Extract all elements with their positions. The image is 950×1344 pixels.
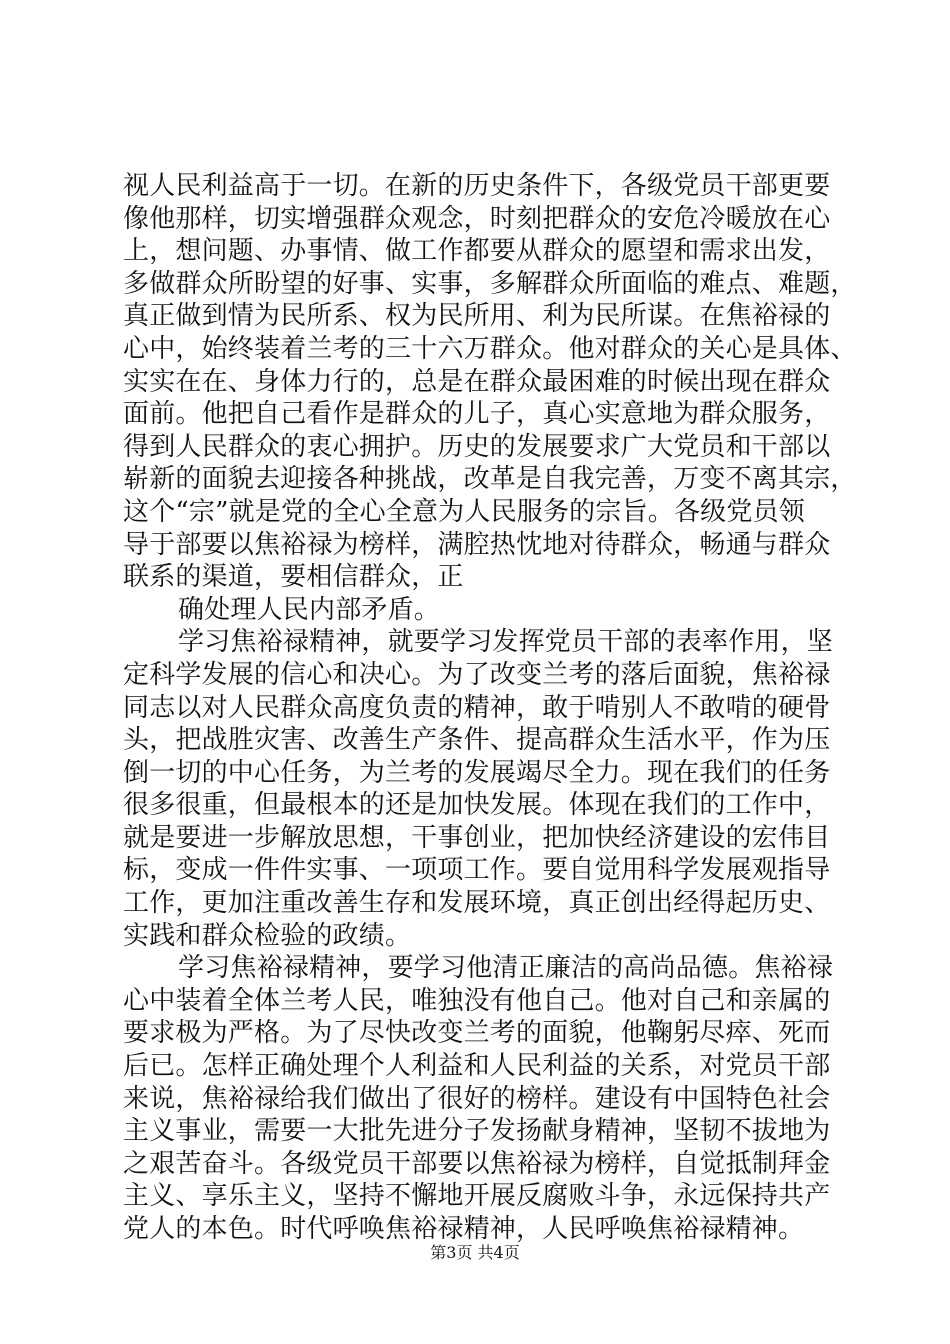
- text-line: 同志以对人民群众高度负责的精神，敢于啃别人不敢啃的硬骨: [123, 692, 831, 723]
- text-line: 很多很重，但最根本的还是加快发展。体现在我们的工作中，: [123, 790, 831, 821]
- text-line: 要求极为严格。为了尽快改变兰考的面貌，他鞠躬尽瘁、死而: [123, 1018, 831, 1049]
- document-body: [123, 170, 857, 1246]
- text-line: 头，把战胜灾害、改善生产条件、提高群众生活水平，作为压: [123, 725, 831, 756]
- text-line: 后已。怎样正确处理个人利益和人民利益的关系，对党员干部: [123, 1051, 831, 1082]
- text-line: 这个“宗”就是党的全心全意为人民服务的宗旨。各级党员领: [123, 496, 805, 527]
- text-line: 就是要进一步解放思想，干事创业，把加快经济建设的宏伟目: [123, 822, 831, 853]
- text-line: 之艰苦奋斗。各级党员干部要以焦裕禄为榜样，自觉抵制拜金: [123, 1148, 831, 1179]
- text-line: 像他那样，切实增强群众观念，时刻把群众的安危冷暖放在心: [123, 203, 831, 234]
- text-line: 实实在在、身体力行的，总是在群众最困难的时候出现在群众: [123, 366, 831, 397]
- text-line: 实践和群众检验的政绩。: [123, 920, 412, 951]
- text-line: 面前。他把自己看作是群众的儿子，真心实意地为群众服务，: [123, 399, 831, 430]
- text-line: 确处理人民内部矛盾。: [178, 594, 441, 625]
- text-line: 倒一切的中心任务，为兰考的发展竭尽全力。现在我们的任务: [123, 757, 831, 788]
- text-line: 多做群众所盼望的好事、实事，多解群众所面临的难点、难题，: [123, 268, 857, 299]
- text-line: 心中，始终装着兰考的三十六万群众。他对群众的关心是具体、: [123, 333, 857, 364]
- text-line: 视人民利益高于一切。在新的历史条件下，各级党员干部更要: [123, 171, 831, 201]
- page-footer: 第3页 共4页: [430, 1243, 520, 1262]
- text-line: 学习焦裕禄精神，要学习他清正廉洁的高尚品德。焦裕禄: [178, 953, 834, 984]
- text-line: 联系的渠道，要相信群众，正: [123, 562, 464, 593]
- text-line: 上，想问题、办事情、做工作都要从群众的愿望和需求出发，: [123, 236, 831, 267]
- text-line: 主义、享乐主义，坚持不懈地开展反腐败斗争，永远保持共产: [123, 1181, 831, 1212]
- text-line: 来说，焦裕禄给我们做出了很好的榜样。建设有中国特色社会: [123, 1083, 831, 1114]
- text-line: 心中装着全体兰考人民，唯独没有他自己。他对自己和亲属的: [123, 985, 831, 1016]
- text-line: 标，变成一件件实事、一项项工作。要自觉用科学发展观指导: [123, 855, 831, 886]
- text-line: 学习焦裕禄精神，就要学习发挥党员干部的表率作用，坚: [178, 627, 834, 658]
- text-line: 真正做到情为民所系、权为民所用、利为民所谋。在焦裕禄的: [123, 301, 831, 332]
- text-line: 主义事业，需要一大批先进分子发扬献身精神，坚韧不拔地为: [123, 1116, 831, 1147]
- text-line: 党人的本色。时代呼唤焦裕禄精神，人民呼唤焦裕禄精神。: [123, 1214, 805, 1244]
- text-line: 工作，更加注重改善生存和发展环境，真正创出经得起历史、: [123, 888, 831, 919]
- text-line: 崭新的面貌去迎接各种挑战，改革是自我完善，万变不离其宗，: [123, 464, 857, 495]
- text-line: 导于部要以焦裕禄为榜样，满腔热忱地对待群众，畅通与群众: [123, 529, 831, 560]
- text-line: 得到人民群众的衷心拥护。历史的发展要求广大党员和干部以: [123, 431, 831, 462]
- text-line: 定科学发展的信心和决心。为了改变兰考的落后面貌，焦裕禄: [123, 659, 831, 690]
